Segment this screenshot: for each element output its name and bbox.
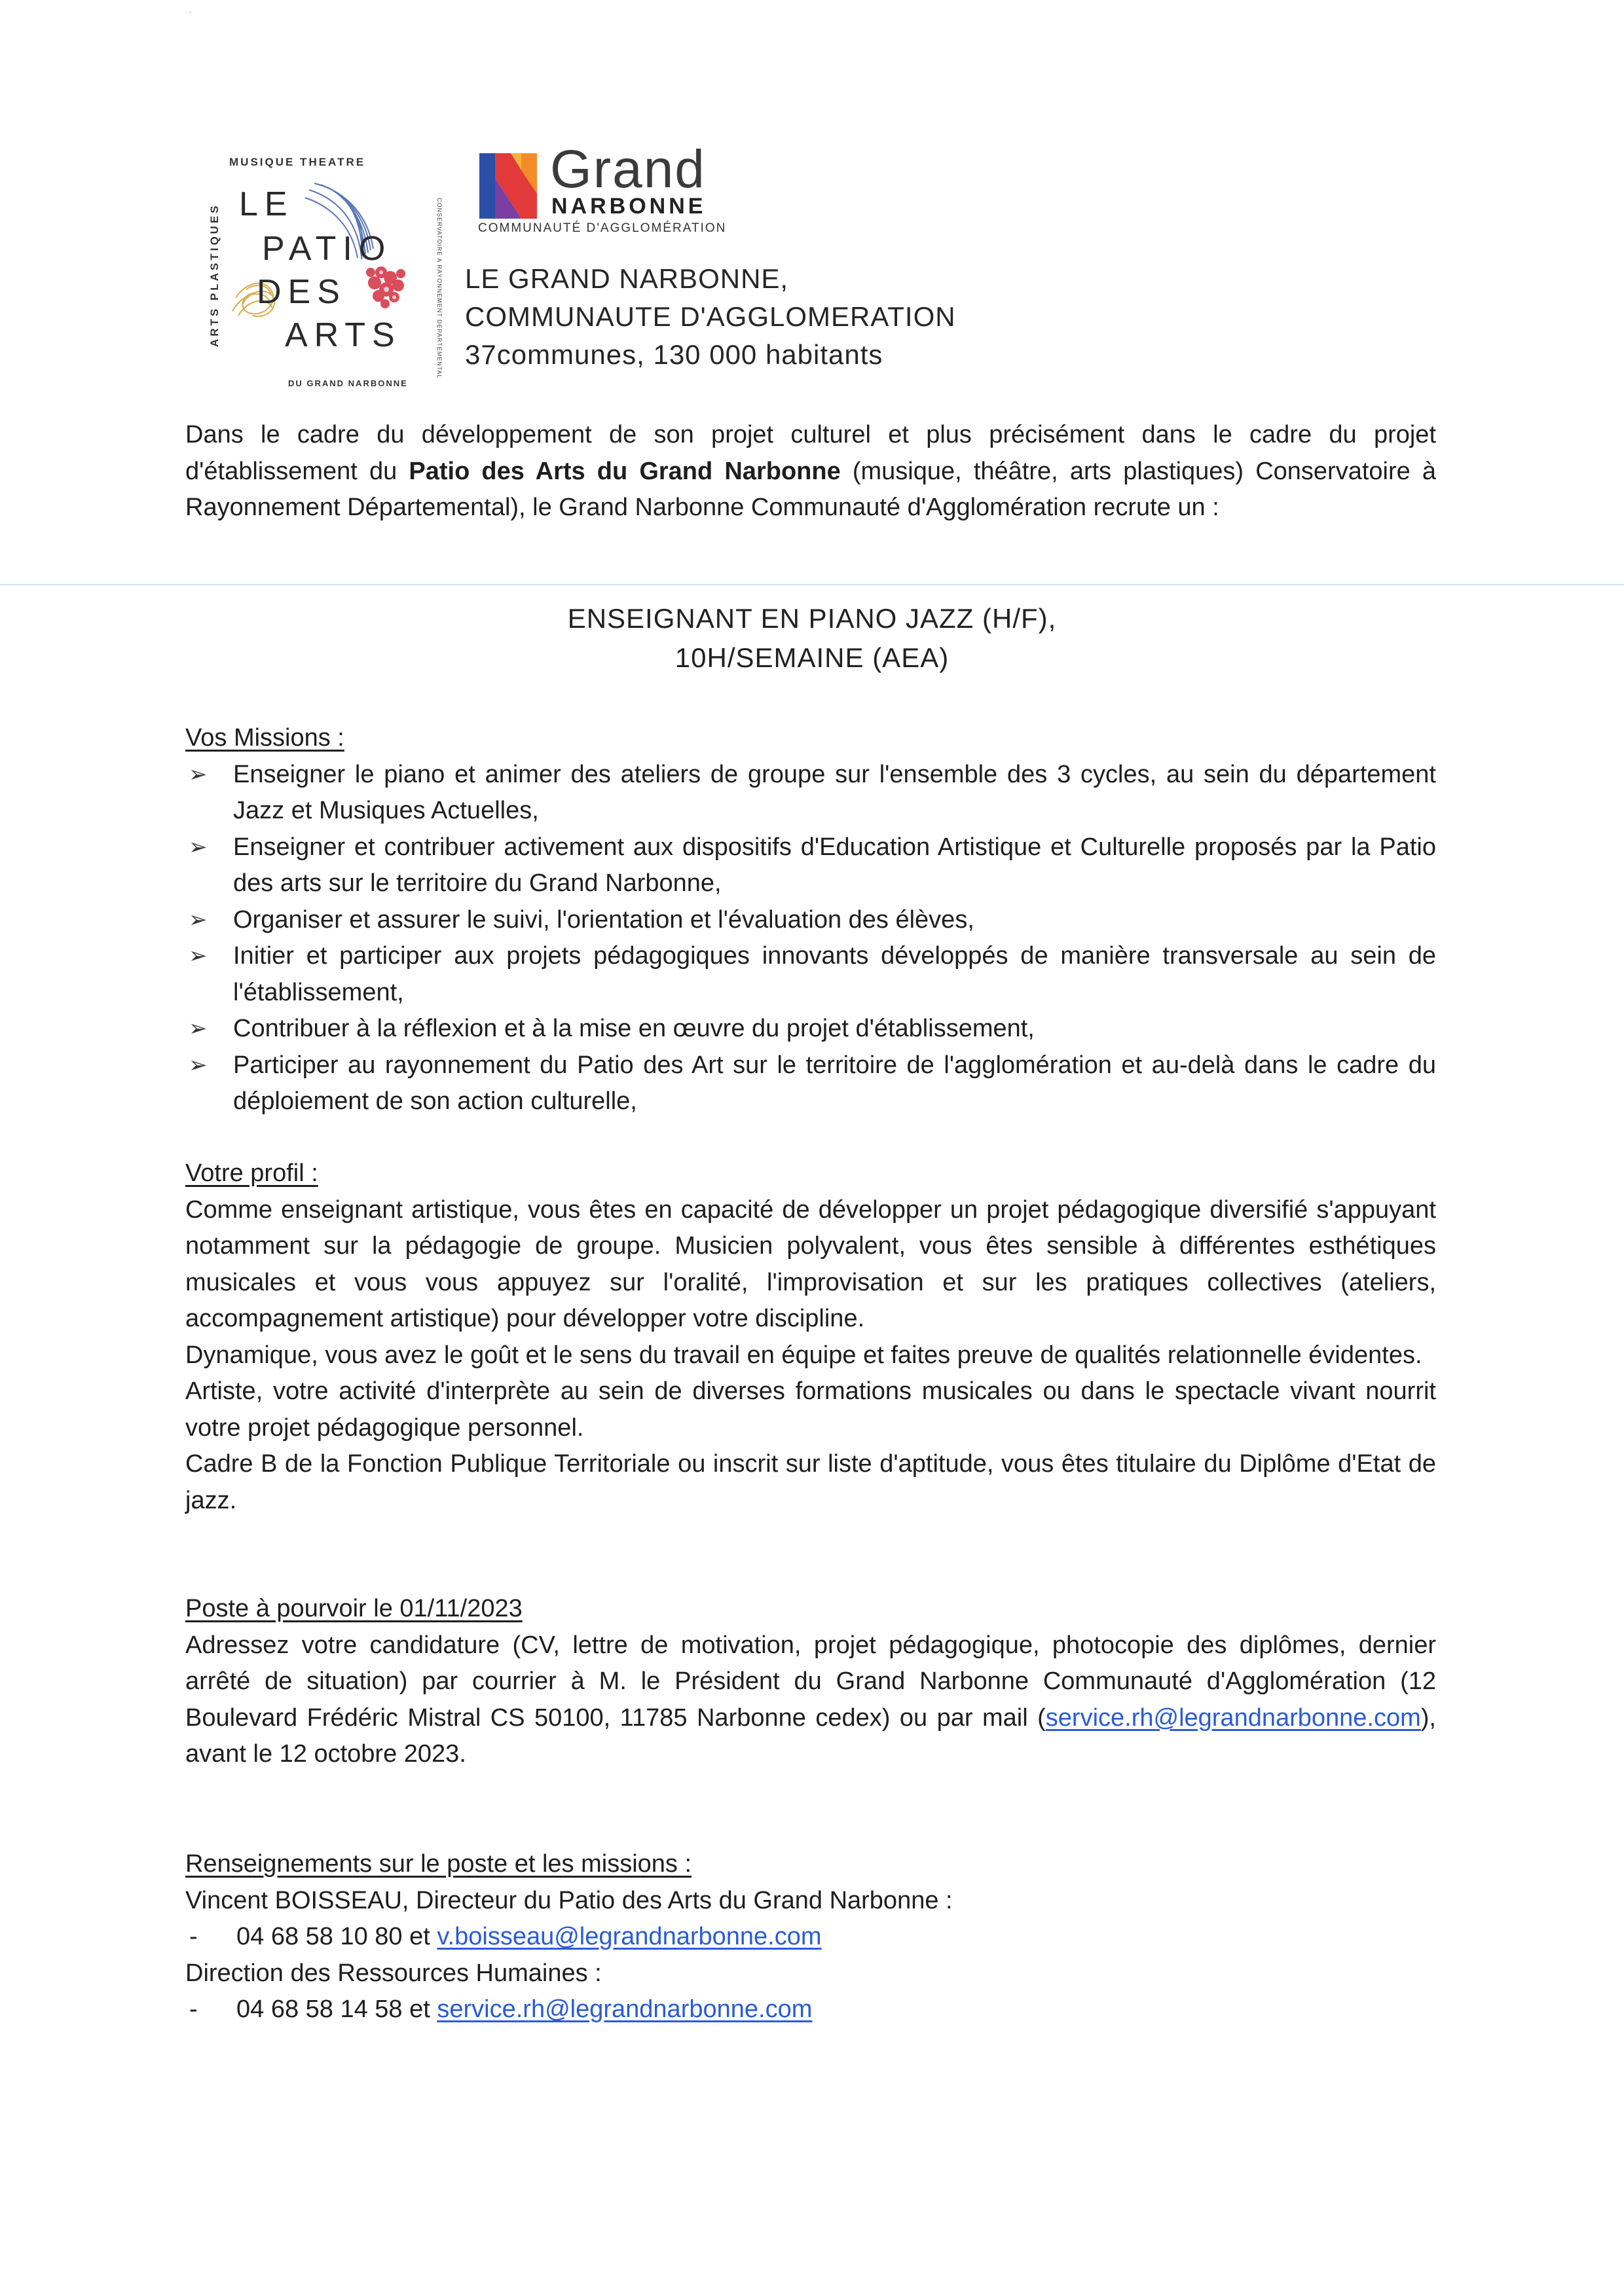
job-title-line1: ENSEIGNANT EN PIANO JAZZ (H/F), <box>567 603 1057 634</box>
mission-text: Participer au rayonnement du Patio des Art sur le territoire de l'agglomération et au-delà dans le cadre du déploiement de son action culturelle, <box>233 1051 1436 1115</box>
arrow-bullet-icon: ➢ <box>189 1052 208 1078</box>
contact-email-link[interactable]: v.boisseau@legrandnarbonne.com <box>437 1923 822 1950</box>
contact-person-director: Vincent BOISSEAU, Directeur du Patio des Arts du Grand Narbonne : <box>185 1886 953 1914</box>
profile-paragraph: Cadre B de la Fonction Publique Territoriale ou inscrit sur liste d'aptitude, vous êtes titulaire du Diplôme d'Etat de jazz. <box>185 1450 1436 1514</box>
patio-bottom-label: DU GRAND NARBONNE <box>288 378 408 388</box>
patio-line-arts: ARTS <box>285 316 401 354</box>
grand-narbonne-n-icon <box>477 148 549 221</box>
mission-item <box>185 1011 1436 1048</box>
profile-paragraph: Dynamique, vous avez le goût et le sens du travail en équipe et faites preuve de qualités relationnelle évidentes. <box>185 1341 1422 1369</box>
mission-text: Enseigner le piano et animer des ateliers de groupe sur l'ensemble des 3 cycles, au sein du département Jazz et Musiques Actuelles, <box>233 760 1436 824</box>
organisation-header <box>465 260 956 374</box>
contact-email-link[interactable]: service.rh@legrandnarbonne.com <box>437 1995 813 2023</box>
mission-text: Organiser et assurer le suivi, l'orientation et l'évaluation des élèves, <box>233 905 974 934</box>
org-line-type: COMMUNAUTE D'AGGLOMERATION <box>465 301 956 332</box>
grand-narbonne-logo <box>477 139 752 237</box>
grand-narbonne-grand-text: Grand <box>550 139 706 199</box>
contact-phone: 04 68 58 10 80 et <box>236 1923 437 1950</box>
dash-bullet: - <box>189 1923 198 1950</box>
arrow-bullet-icon: ➢ <box>189 761 208 787</box>
patio-des-arts-logo <box>210 144 439 393</box>
profile-paragraph: Comme enseignant artistique, vous êtes en capacité de développer un projet pédagogique diversifié s'appuyant notamment sur la pédagogie de groupe. Musicien polyvalent, vous êtes sensible à différentes esthétiques musicales et vous vous appuyez sur l'oralité, l'improvisation et sur les pratiques collectives (ateliers, accompagnement artistique) pour développer votre discipline. <box>185 1195 1436 1332</box>
grand-narbonne-subtitle: COMMUNAUTÉ D'AGGLOMÉRATION <box>478 221 727 235</box>
contacts-section <box>185 1846 1436 2028</box>
intro-text-start: Dans le cadre du développement de son projet culturel et plus précisément dans le cadre du projet d'établissement du <box>185 421 1436 485</box>
contact-phone: 04 68 58 14 58 et <box>236 1995 437 2023</box>
scan-rule-line <box>0 584 1624 585</box>
intro-bold-patio: Patio des Arts du Grand Narbonne <box>409 457 841 485</box>
org-line-name: LE GRAND NARBONNE, <box>465 263 789 294</box>
missions-section <box>185 720 1436 1120</box>
job-title-line2: 10H/SEMAINE (AEA) <box>674 642 950 673</box>
scan-mark <box>190 12 191 13</box>
mission-text: Initier et participer aux projets pédagogiques innovants développés de manière transversale au sein de l'établissement, <box>233 942 1436 1006</box>
arrow-bullet-icon: ➢ <box>189 834 208 860</box>
profile-heading: Votre profil : <box>185 1159 318 1187</box>
patio-line-le: LE <box>239 185 294 223</box>
patio-top-label: MUSIQUE THEATRE <box>229 156 366 168</box>
arrow-bullet-icon: ➢ <box>189 943 208 968</box>
patio-line-des: DES <box>257 273 346 311</box>
arrow-bullet-icon: ➢ <box>189 1016 208 1041</box>
mission-item <box>185 829 1436 902</box>
patio-artwork-icon <box>210 144 439 393</box>
patio-side-label: ARTS PLASTIQUES <box>208 203 221 347</box>
dash-bullet: - <box>189 1995 198 2023</box>
patio-line-patio: PATIO <box>262 230 392 268</box>
poste-heading: Poste à pourvoir le 01/11/2023 <box>185 1595 523 1622</box>
mission-item <box>185 757 1436 829</box>
contacts-heading: Renseignements sur le poste et les missions : <box>185 1850 692 1878</box>
contact-list-director <box>185 1919 1436 1956</box>
poste-paragraph <box>185 1628 1436 1773</box>
contact-item <box>185 1919 1436 1956</box>
missions-list <box>185 757 1436 1120</box>
poste-section <box>185 1591 1436 1773</box>
poste-text-after: ), avant le 12 octobre 2023. <box>185 1704 1436 1768</box>
org-line-population: 37communes, 130 000 habitants <box>465 339 883 370</box>
intro-text-end: (musique, théâtre, arts plastiques) Conservatoire à Rayonnement Départemental), le Grand Narbonne Communauté d'Agglomération recrute un : <box>185 457 1437 521</box>
intro-paragraph <box>185 417 1436 526</box>
contact-list-rh <box>185 1992 1436 2028</box>
contact-person-rh: Direction des Ressources Humaines : <box>185 1959 602 1987</box>
profile-paragraph: Artiste, votre activité d'interprète au sein de diverses formations musicales ou dans le spectacle vivant nourrit votre projet pédagogique personnel. <box>185 1377 1436 1442</box>
poste-email-link[interactable]: service.rh@legrandnarbonne.com <box>1045 1704 1421 1732</box>
mission-text: Enseigner et contribuer activement aux dispositifs d'Education Artistique et Culturelle proposés par la Patio des arts sur le territoire du Grand Narbonne, <box>233 833 1436 897</box>
mission-text: Contribuer à la réflexion et à la mise en œuvre du projet d'établissement, <box>233 1015 1035 1042</box>
mission-item <box>185 902 1436 939</box>
contact-item <box>185 1992 1436 2028</box>
mission-item <box>185 1048 1436 1120</box>
missions-heading: Vos Missions : <box>185 724 344 752</box>
mission-item <box>185 938 1436 1011</box>
poste-text-before: Adressez votre candidature (CV, lettre de motivation, projet pédagogique, photocopie des diplômes, dernier arrêté de situation) par courrier à M. le Président du Grand Narbonne Communauté d'Agglomération (12 Boulevard Frédéric Mistral CS 50100, 11785 Narbonne cedex) ou par mail ( <box>185 1631 1436 1732</box>
profile-section <box>185 1156 1436 1519</box>
arrow-bullet-icon: ➢ <box>189 907 208 932</box>
patio-conservatoire-label: CONSERVATOIRE A RAYONNEMENT DEPARTEMENTAL <box>436 197 443 379</box>
grand-narbonne-narbonne-text: NARBONNE <box>551 194 707 219</box>
